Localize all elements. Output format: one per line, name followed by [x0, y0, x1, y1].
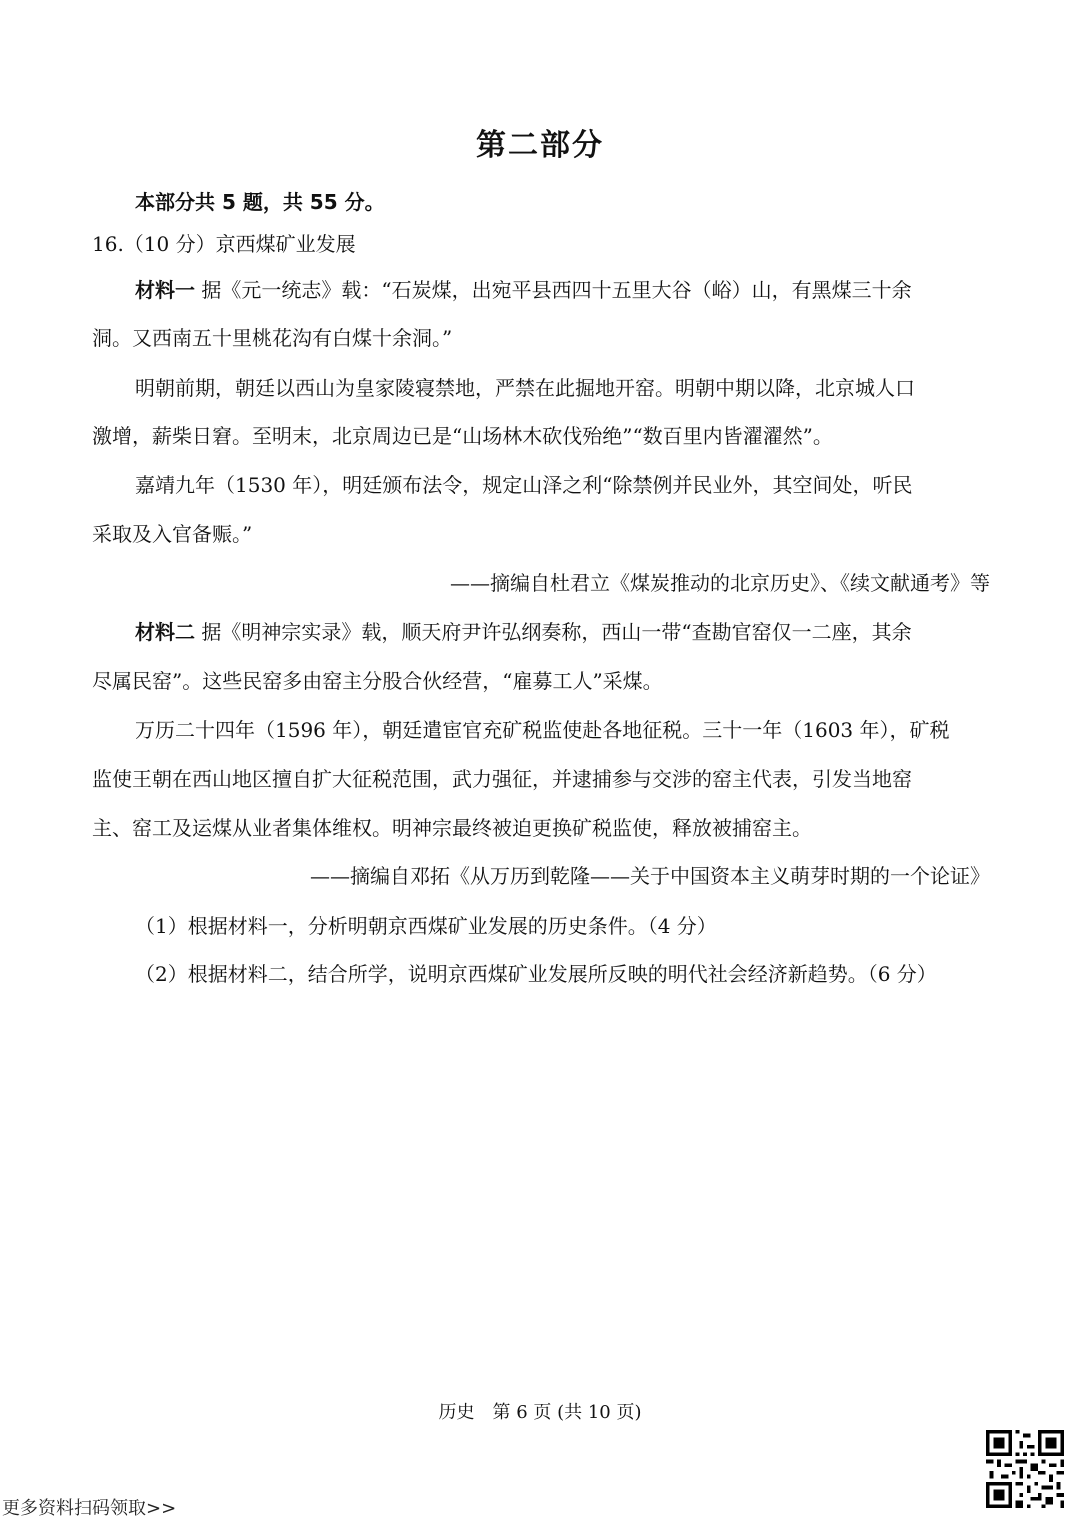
section-intro: 本部分共 5 题，共 55 分。 [135, 190, 385, 214]
qr-code-icon[interactable] [986, 1430, 1064, 1508]
scan-link[interactable]: 更多资料扫码领取>> [2, 1498, 177, 1519]
material1-p2-line2: 激增，薪柴日窘。至明末，北京周边已是“山场林木砍伐殆绝”“数百里内皆濯濯然”。 [92, 424, 833, 448]
material1-p1-line2: 洞。又西南五十里桃花沟有白煤十余洞。” [92, 326, 453, 350]
material1-p2-line1: 明朝前期，朝廷以西山为皇家陵寝禁地，严禁在此掘地开窑。明朝中期以降，北京城人口 [135, 376, 915, 400]
page-footer: 历史 第 6 页 (共 10 页) [438, 1402, 642, 1423]
material2-p2-line3: 主、窑工及运煤从业者集体维权。明神宗最终被迫更换矿税监使，释放被捕窑主。 [92, 816, 812, 840]
material2-label: 材料二 [135, 620, 195, 644]
material1-source: ——摘编自杜君立《煤炭推动的北京历史》、《续文献通考》等 [450, 571, 990, 595]
material2-p2-line2: 监使王朝在西山地区擅自扩大征税范围，武力强征，并逮捕参与交涉的窑主代表，引发当地窑 [92, 767, 912, 791]
material2-p1-line1: 据《明神宗实录》载，顺天府尹许弘纲奏称，西山一带“查勘官窑仅一二座，其余 [201, 620, 912, 644]
section-title: 第二部分 [476, 128, 604, 163]
sub-question-1: （1）根据材料一，分析明朝京西煤矿业发展的历史条件。（4 分） [135, 914, 717, 938]
material2-p1-line2: 尽属民窑”。这些民窑多由窑主分股合伙经营，“雇募工人”采煤。 [92, 669, 663, 693]
material1-line1 [135, 274, 912, 303]
material2-p2-line1: 万历二十四年（1596 年），朝廷遣宦官充矿税监使赴各地征税。三十一年（1603 年），矿税 [135, 718, 950, 742]
material2-line1 [135, 616, 912, 645]
material1-label: 材料一 [135, 278, 195, 302]
material2-source: ——摘编自邓拓《从万历到乾隆——关于中国资本主义萌芽时期的一个论证》 [310, 864, 990, 888]
material1-p3-line1: 嘉靖九年（1530 年），明廷颁布法令，规定山泽之利“除禁例并民业外，其空间处，听民 [135, 473, 913, 497]
material1-p3-line2: 采取及入官备赈。” [92, 522, 253, 546]
question-header: 16.（10 分）京西煤矿业发展 [92, 232, 356, 256]
sub-question-2: （2）根据材料二，结合所学，说明京西煤矿业发展所反映的明代社会经济新趋势。（6 分） [135, 962, 937, 986]
material1-p1-line1: 据《元一统志》载：“石炭煤，出宛平县西四十五里大谷（峪）山，有黑煤三十余 [201, 278, 912, 302]
